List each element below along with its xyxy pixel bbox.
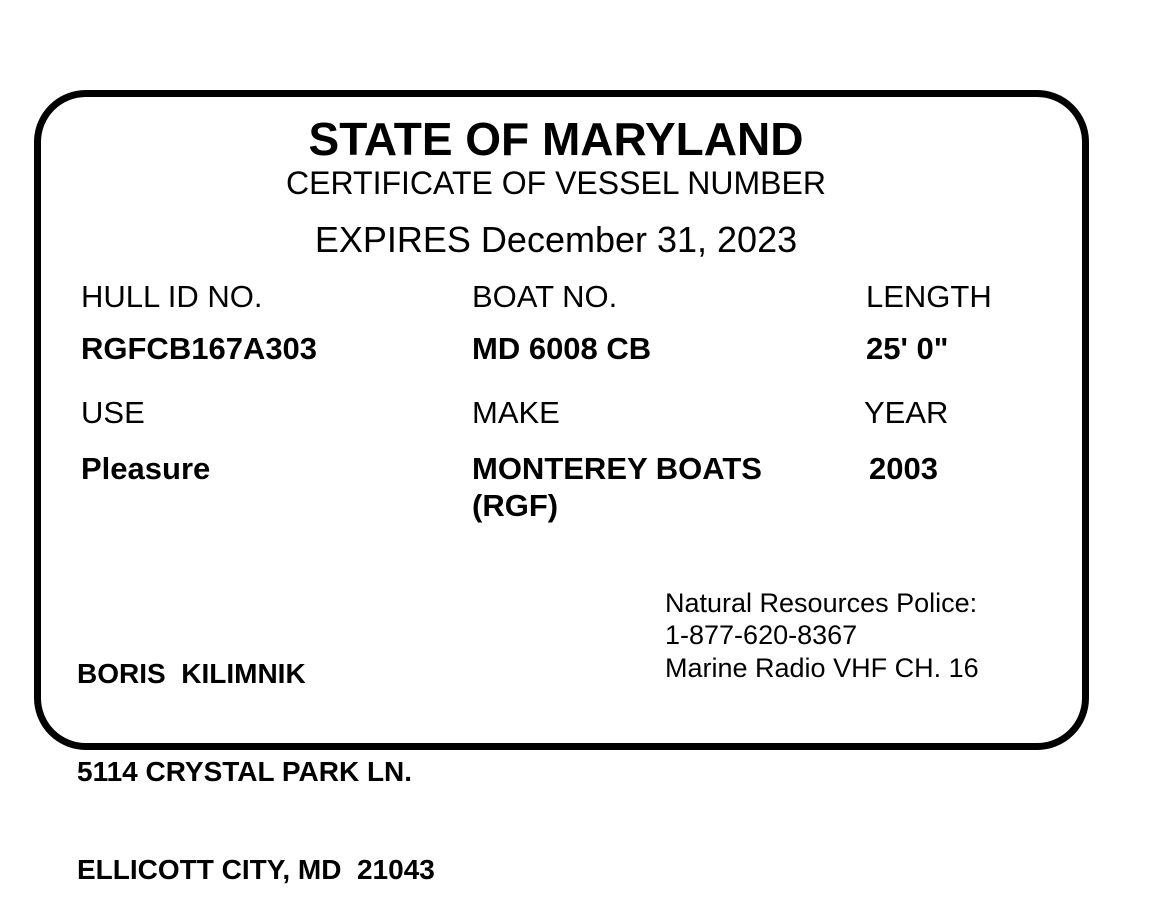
police-radio: Marine Radio VHF CH. 16 [665, 652, 979, 683]
boat-no-label: BOAT NO. [472, 279, 618, 314]
police-contact [665, 587, 979, 684]
state-title: STATE OF MARYLAND [308, 113, 804, 165]
owner-city: ELLICOTT CITY, MD 21043 [77, 854, 435, 885]
year-label: YEAR [864, 395, 949, 430]
police-phone: 1-877-620-8367 [665, 620, 858, 651]
expiration-date: EXPIRES December 31, 2023 [314, 219, 798, 260]
length-value: 25' 0" [866, 331, 949, 366]
make-label: MAKE [472, 395, 560, 430]
use-label: USE [81, 395, 145, 430]
owner-address [77, 592, 435, 920]
use-value: Pleasure [81, 451, 211, 486]
year-value: 2003 [869, 451, 938, 486]
length-label: LENGTH [866, 279, 992, 314]
make-value: MONTEREY BOATS (RGF) [472, 451, 762, 524]
hull-id-value: RGFCB167A303 [81, 331, 318, 366]
hull-id-label: HULL ID NO. [81, 279, 263, 314]
boat-no-value: MD 6008 CB [472, 331, 652, 366]
owner-street: 5114 CRYSTAL PARK LN. [77, 755, 413, 787]
owner-name: BORIS KILIMNIK [77, 657, 306, 689]
police-agency: Natural Resources Police: [665, 588, 978, 618]
certificate-title: CERTIFICATE OF VESSEL NUMBER [286, 165, 826, 201]
